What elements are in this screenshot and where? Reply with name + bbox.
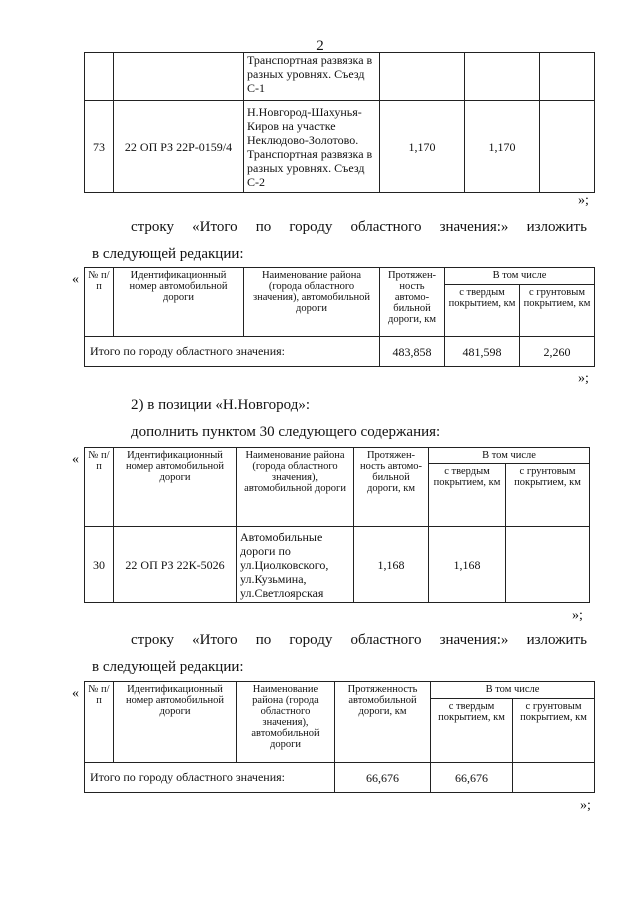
- row-name: Транспортная развязка в разных уровнях. Съезд С-1: [244, 53, 380, 101]
- continuation-table: [84, 52, 595, 193]
- header-length: Протяжен- ность автомо- бильной дороги, км: [380, 268, 445, 337]
- header-id: Идентификационный номер автомобильной дороги: [114, 268, 244, 337]
- total-length: 66,676: [335, 763, 431, 793]
- paragraph-add-item: дополнить пунктом 30 следующего содержания:: [131, 424, 441, 440]
- table-row: [85, 53, 595, 101]
- row-num: 30: [85, 527, 114, 603]
- paragraph-replace-total-2: строку «Итого по городу областного значения:» изложить: [131, 632, 587, 648]
- header-including: В том числе: [431, 682, 595, 699]
- row-length: 1,168: [354, 527, 429, 603]
- row-name: Автомобильные дороги по ул.Циолковского, ул.Кузьмина, ул.Светлоярская: [237, 527, 354, 603]
- close-quote: »;: [572, 608, 583, 623]
- paragraph-position: 2) в позиции «Н.Новгород»:: [131, 397, 311, 413]
- total-ground: 2,260: [520, 337, 595, 367]
- paragraph-line2: в следующей редакции:: [92, 659, 244, 675]
- row-num: [85, 53, 114, 101]
- header-ground: с грунтовым покрытием, км: [520, 285, 595, 337]
- close-quote: »;: [578, 371, 589, 386]
- row-ground: [540, 101, 595, 193]
- paragraph-replace-total-1: строку «Итого по городу областного значения:» изложить: [131, 219, 587, 235]
- total-table-2: [84, 681, 595, 793]
- header-district: Наименование района (города областного значения), автомобильной дороги: [237, 448, 354, 527]
- total-ground: [513, 763, 595, 793]
- row-id: [114, 53, 244, 101]
- header-length: Протяжен- ность автомо- бильной дороги, км: [354, 448, 429, 527]
- row-hard: [465, 53, 540, 101]
- open-quote: «: [72, 452, 79, 467]
- table-row: [85, 337, 595, 367]
- open-quote: «: [72, 686, 79, 701]
- header-length: Протяженность автомобильной дороги, км: [335, 682, 431, 763]
- row-id: 22 ОП РЗ 22Р-0159/4: [114, 101, 244, 193]
- total-hard: 66,676: [431, 763, 513, 793]
- row-num: 73: [85, 101, 114, 193]
- close-quote: »;: [578, 193, 589, 208]
- total-length: 483,858: [380, 337, 445, 367]
- header-hard: с твердым покрытием, км: [429, 464, 506, 527]
- header-hard: с твердым покрытием, км: [431, 699, 513, 763]
- row-length: [380, 53, 465, 101]
- page-number: 2: [316, 38, 324, 54]
- header-num: № п/п: [85, 448, 114, 527]
- header-district: Наименование района (города областного значения), автомобильной дороги: [237, 682, 335, 763]
- header-id: Идентификационный номер автомобильной дороги: [114, 682, 237, 763]
- table-row: [85, 527, 590, 603]
- row-hard: 1,168: [429, 527, 506, 603]
- header-ground: с грунтовым покрытием, км: [506, 464, 590, 527]
- header-num: № п/п: [85, 682, 114, 763]
- header-num: № п/п: [85, 268, 114, 337]
- header-including: В том числе: [429, 448, 590, 464]
- add-item-table: [84, 447, 590, 603]
- total-hard: 481,598: [445, 337, 520, 367]
- open-quote: «: [72, 272, 79, 287]
- row-ground: [506, 527, 590, 603]
- total-label: Итого по городу областного значения:: [85, 337, 380, 367]
- total-table-1: [84, 267, 595, 367]
- header-hard: с твердым покрытием, км: [445, 285, 520, 337]
- paragraph-line2: в следующей редакции:: [92, 246, 244, 262]
- header-id: Идентификационный номер автомобильной дороги: [114, 448, 237, 527]
- row-id: 22 ОП РЗ 22К-5026: [114, 527, 237, 603]
- row-hard: 1,170: [465, 101, 540, 193]
- row-length: 1,170: [380, 101, 465, 193]
- row-ground: [540, 53, 595, 101]
- table-row: [85, 763, 595, 793]
- total-label: Итого по городу областного значения:: [85, 763, 335, 793]
- table-row: [85, 101, 595, 193]
- header-ground: с грунтовым покрытием, км: [513, 699, 595, 763]
- header-including: В том числе: [445, 268, 595, 285]
- header-district: Наименование района (города областного значения), автомобильной дороги: [244, 268, 380, 337]
- row-name: Н.Новгород-Шахунья-Киров на участке Неклюдово-Золотово. Транспортная развязка в разных уровнях. Съезд С-2: [244, 101, 380, 193]
- close-quote: »;: [580, 798, 591, 813]
